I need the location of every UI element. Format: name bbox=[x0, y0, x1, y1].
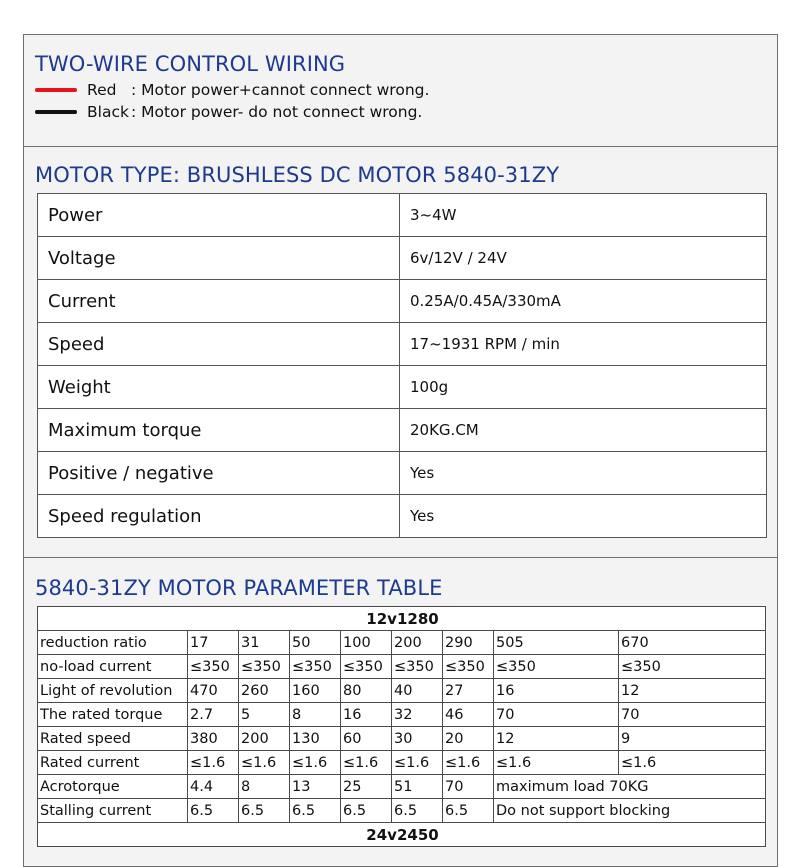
param-cell: 6.5 bbox=[290, 799, 341, 823]
motor-title: MOTOR TYPE: BRUSHLESS DC MOTOR 5840-31ZY bbox=[35, 163, 560, 187]
spec-value: Yes bbox=[400, 452, 767, 495]
param-cell: ≤1.6 bbox=[619, 751, 766, 775]
voltage-group-row bbox=[38, 607, 766, 631]
param-row bbox=[38, 703, 766, 727]
param-cell: 16 bbox=[341, 703, 392, 727]
params-title: 5840-31ZY MOTOR PARAMETER TABLE bbox=[35, 576, 443, 600]
param-cell: ≤350 bbox=[619, 655, 766, 679]
param-row bbox=[38, 655, 766, 679]
param-cell: 8 bbox=[290, 703, 341, 727]
param-cell: 260 bbox=[239, 679, 290, 703]
voltage-group-header: 12v1280 bbox=[38, 607, 766, 631]
param-label: no-load current bbox=[38, 655, 188, 679]
param-label: Stalling current bbox=[38, 799, 188, 823]
param-cell: 40 bbox=[392, 679, 443, 703]
parameter-table bbox=[37, 606, 766, 847]
param-cell: ≤1.6 bbox=[494, 751, 619, 775]
param-row bbox=[38, 727, 766, 751]
param-cell: 470 bbox=[188, 679, 239, 703]
param-cell: 6.5 bbox=[443, 799, 494, 823]
param-cell: 200 bbox=[239, 727, 290, 751]
param-label: Rated current bbox=[38, 751, 188, 775]
param-cell: 30 bbox=[392, 727, 443, 751]
voltage-group-header: 24v2450 bbox=[38, 823, 766, 847]
spec-row bbox=[38, 409, 767, 452]
param-cell: 505 bbox=[494, 631, 619, 655]
wire-row-black bbox=[35, 101, 422, 123]
param-label: Light of revolution bbox=[38, 679, 188, 703]
param-label: The rated torque bbox=[38, 703, 188, 727]
param-row bbox=[38, 679, 766, 703]
param-cell: 17 bbox=[188, 631, 239, 655]
spec-row bbox=[38, 237, 767, 280]
param-cell: 25 bbox=[341, 775, 392, 799]
param-label: Acrotorque bbox=[38, 775, 188, 799]
param-row bbox=[38, 775, 766, 799]
spec-label: Power bbox=[38, 194, 400, 237]
param-cell: 5 bbox=[239, 703, 290, 727]
param-cell: ≤350 bbox=[290, 655, 341, 679]
spec-label: Weight bbox=[38, 366, 400, 409]
param-cell: 20 bbox=[443, 727, 494, 751]
wire-name: Red bbox=[87, 81, 117, 99]
param-cell: 70 bbox=[619, 703, 766, 727]
param-cell: 60 bbox=[341, 727, 392, 751]
spec-row bbox=[38, 366, 767, 409]
spec-row bbox=[38, 323, 767, 366]
param-cell: 670 bbox=[619, 631, 766, 655]
param-cell: 50 bbox=[290, 631, 341, 655]
spec-value: 6v/12V / 24V bbox=[400, 237, 767, 280]
param-cell: ≤350 bbox=[188, 655, 239, 679]
spec-label: Positive / negative bbox=[38, 452, 400, 495]
param-label: reduction ratio bbox=[38, 631, 188, 655]
wire-name: Black bbox=[87, 103, 129, 121]
spec-value: 20KG.CM bbox=[400, 409, 767, 452]
spec-label: Voltage bbox=[38, 237, 400, 280]
spec-table bbox=[37, 193, 767, 538]
param-cell: 100 bbox=[341, 631, 392, 655]
param-cell: 290 bbox=[443, 631, 494, 655]
wire-row-red bbox=[35, 79, 429, 101]
param-cell: ≤1.6 bbox=[341, 751, 392, 775]
param-cell: ≤1.6 bbox=[443, 751, 494, 775]
param-cell: 380 bbox=[188, 727, 239, 751]
param-cell: 6.5 bbox=[341, 799, 392, 823]
param-cell: ≤1.6 bbox=[188, 751, 239, 775]
param-cell: 32 bbox=[392, 703, 443, 727]
param-cell: 130 bbox=[290, 727, 341, 751]
param-cell: 12 bbox=[494, 727, 619, 751]
wire-desc: : Motor power- do not connect wrong. bbox=[131, 103, 423, 121]
wiring-title: TWO-WIRE CONTROL WIRING bbox=[35, 52, 346, 76]
param-cell: 31 bbox=[239, 631, 290, 655]
param-cell: ≤350 bbox=[341, 655, 392, 679]
param-row bbox=[38, 751, 766, 775]
param-cell: ≤350 bbox=[494, 655, 619, 679]
param-cell: 13 bbox=[290, 775, 341, 799]
spec-value: 17~1931 RPM / min bbox=[400, 323, 767, 366]
param-cell: ≤350 bbox=[239, 655, 290, 679]
param-cell: 4.4 bbox=[188, 775, 239, 799]
param-cell: ≤1.6 bbox=[290, 751, 341, 775]
spec-row bbox=[38, 452, 767, 495]
param-cell: 46 bbox=[443, 703, 494, 727]
voltage-group-row bbox=[38, 823, 766, 847]
param-cell: 8 bbox=[239, 775, 290, 799]
param-cell: 16 bbox=[494, 679, 619, 703]
spec-value: Yes bbox=[400, 495, 767, 538]
param-cell: ≤1.6 bbox=[239, 751, 290, 775]
wire-desc: : Motor power+cannot connect wrong. bbox=[131, 81, 430, 99]
spec-label: Speed regulation bbox=[38, 495, 400, 538]
param-cell: 51 bbox=[392, 775, 443, 799]
param-cell: 27 bbox=[443, 679, 494, 703]
param-cell: ≤350 bbox=[443, 655, 494, 679]
spec-label: Speed bbox=[38, 323, 400, 366]
red-wire-icon bbox=[35, 88, 77, 92]
spec-row bbox=[38, 280, 767, 323]
spec-row bbox=[38, 495, 767, 538]
spec-value: 100g bbox=[400, 366, 767, 409]
param-cell: 12 bbox=[619, 679, 766, 703]
black-wire-icon bbox=[35, 110, 77, 114]
param-row bbox=[38, 799, 766, 823]
param-cell: 9 bbox=[619, 727, 766, 751]
motor-panel bbox=[23, 146, 778, 558]
spec-value: 3~4W bbox=[400, 194, 767, 237]
spec-label: Maximum torque bbox=[38, 409, 400, 452]
params-panel bbox=[23, 557, 778, 867]
param-cell: 160 bbox=[290, 679, 341, 703]
param-cell: 80 bbox=[341, 679, 392, 703]
param-label: Rated speed bbox=[38, 727, 188, 751]
param-cell: maximum load 70KG bbox=[494, 775, 766, 799]
param-cell: ≤350 bbox=[392, 655, 443, 679]
spec-label: Current bbox=[38, 280, 400, 323]
param-cell: ≤1.6 bbox=[392, 751, 443, 775]
param-cell: 200 bbox=[392, 631, 443, 655]
param-cell: 2.7 bbox=[188, 703, 239, 727]
param-cell: 6.5 bbox=[188, 799, 239, 823]
spec-row bbox=[38, 194, 767, 237]
param-cell: Do not support blocking bbox=[494, 799, 766, 823]
param-cell: 6.5 bbox=[239, 799, 290, 823]
param-cell: 70 bbox=[494, 703, 619, 727]
param-cell: 70 bbox=[443, 775, 494, 799]
param-row bbox=[38, 631, 766, 655]
wiring-panel bbox=[23, 34, 778, 147]
param-cell: 6.5 bbox=[392, 799, 443, 823]
spec-value: 0.25A/0.45A/330mA bbox=[400, 280, 767, 323]
